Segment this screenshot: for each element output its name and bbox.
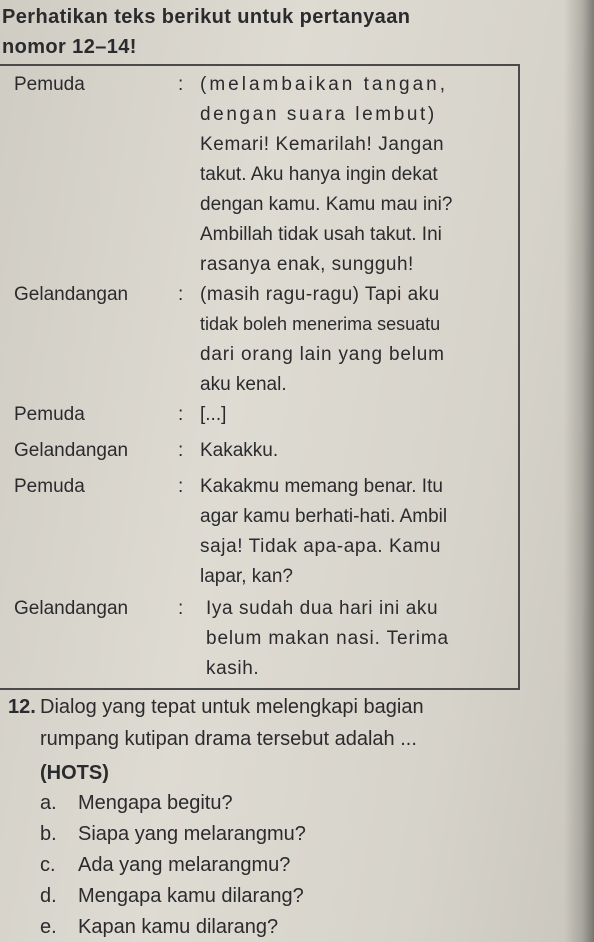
- speech-line: Kemari! Kemarilah! Jangan: [200, 134, 445, 155]
- speech-line: agar kamu berhati-hati. Ambil: [200, 506, 448, 527]
- speaker-name: Pemuda: [14, 476, 85, 497]
- speaker-name: Gelandangan: [14, 284, 129, 305]
- option-letter: a.: [40, 792, 57, 814]
- speech-line: lapar, kan?: [200, 566, 293, 587]
- speaker-colon: :: [178, 404, 184, 425]
- speech-line: kasih.: [206, 658, 260, 679]
- instruction-line-2: nomor 12–14!: [2, 36, 137, 58]
- speaker-colon: :: [178, 284, 184, 305]
- option-letter: b.: [40, 823, 57, 845]
- speaker-colon: :: [178, 440, 184, 461]
- option-text: Ada yang melarangmu?: [78, 854, 291, 876]
- speaker-name: Pemuda: [14, 74, 85, 95]
- option-text: Mengapa begitu?: [78, 792, 233, 814]
- speech-line: Ambillah tidak usah takut. Ini: [200, 224, 442, 245]
- option-text: Kapan kamu dilarang?: [78, 916, 279, 938]
- speech-line: dari orang lain yang belum: [200, 344, 445, 365]
- speech-line: Kakakmu memang benar. Itu: [200, 476, 443, 497]
- speaker-colon: :: [178, 476, 184, 497]
- option-letter: d.: [40, 885, 57, 907]
- instruction-line-1: Perhatikan teks berikut untuk pertanyaan: [2, 6, 411, 28]
- blank-dialogue-placeholder: [...]: [200, 404, 227, 425]
- hots-tag: (HOTS): [40, 762, 109, 784]
- answer-option-b[interactable]: [40, 823, 306, 846]
- answer-option-c[interactable]: [40, 854, 290, 877]
- speech-line: belum makan nasi. Terima: [206, 628, 450, 649]
- speech-line: aku kenal.: [200, 374, 287, 395]
- question-text-line-2: rumpang kutipan drama tersebut adalah ...: [40, 728, 417, 750]
- option-letter: c.: [40, 854, 56, 876]
- speaker-colon: :: [178, 598, 184, 619]
- speaker-name: Pemuda: [14, 404, 85, 425]
- answer-option-e[interactable]: [40, 916, 278, 939]
- speech-line: rasanya enak, sungguh!: [200, 254, 414, 275]
- answer-option-a[interactable]: [40, 792, 233, 815]
- speech-line: dengan suara lembut): [200, 104, 437, 125]
- speech-line: Kakakku.: [200, 440, 279, 461]
- question-number: 12.: [8, 696, 36, 718]
- instruction-heading: [2, 2, 547, 62]
- speech-line: saja! Tidak apa-apa. Kamu: [200, 536, 442, 557]
- speech-line: dengan kamu. Kamu mau ini?: [200, 194, 453, 215]
- page-edge-shadow: [564, 0, 594, 942]
- option-text: Mengapa kamu dilarang?: [78, 885, 304, 907]
- answer-option-d[interactable]: [40, 885, 304, 908]
- question-text-line-1: Dialog yang tepat untuk melengkapi bagian: [40, 696, 424, 718]
- speech-line: takut. Aku hanya ingin dekat: [200, 164, 438, 185]
- option-text: Siapa yang melarangmu?: [78, 823, 306, 845]
- speech-line: (masih ragu-ragu) Tapi aku: [200, 284, 440, 305]
- speech-line: tidak boleh menerima sesuatu: [200, 314, 441, 334]
- speaker-name: Gelandangan: [14, 598, 129, 619]
- speaker-colon: :: [178, 74, 184, 95]
- option-letter: e.: [40, 916, 57, 938]
- speech-line: Iya sudah dua hari ini aku: [206, 598, 439, 619]
- speaker-name: Gelandangan: [14, 440, 129, 461]
- speech-line: (melambaikan tangan,: [200, 74, 448, 95]
